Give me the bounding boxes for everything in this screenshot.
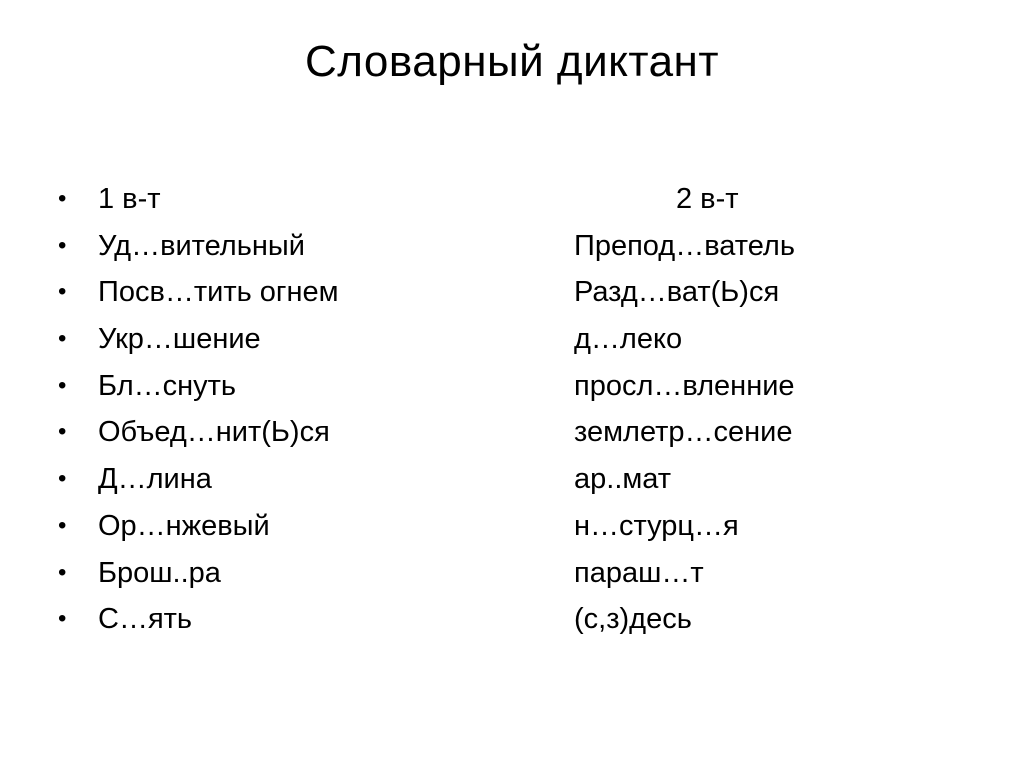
list-row [58, 223, 958, 270]
slide-title: Словарный диктант [304, 37, 720, 86]
variant-1-label: 1 в-т [98, 183, 161, 215]
list-row [58, 550, 958, 597]
list-row [58, 456, 958, 503]
variant-2-word: просл…вленние [574, 369, 795, 402]
variant-2-word: Препод…ватель [574, 229, 795, 262]
variant-2-word: параш…т [574, 556, 704, 589]
list-row-header [58, 176, 958, 223]
variant-1-word: Объед…нит(Ь)ся [98, 416, 330, 449]
bullet-icon: • [58, 231, 67, 259]
variant-2-word: (с,з)десь [574, 603, 692, 636]
list-row [58, 316, 958, 363]
bullet-icon: • [58, 325, 67, 353]
bullet-icon: • [58, 185, 67, 212]
variant-1-word: С…ять [98, 603, 193, 636]
list-row [58, 409, 958, 456]
variant-2-label: 2 в-т [676, 183, 739, 215]
variant-1-word: Посв…тить огнем [98, 276, 339, 309]
bullet-icon: • [58, 511, 67, 539]
variant-1-word: Уд…вительный [98, 229, 305, 262]
bullet-icon: • [58, 371, 67, 399]
variant-2-word: Разд…ват(Ь)ся [574, 276, 780, 309]
dictation-list [58, 176, 958, 643]
list-row [58, 596, 958, 643]
bullet-icon: • [58, 558, 67, 586]
variant-1-word: Укр…шение [98, 323, 261, 356]
variant-2-word: землетр…сение [574, 416, 793, 449]
variant-2-word: д…леко [574, 323, 683, 356]
list-row [58, 269, 958, 316]
list-row [58, 363, 958, 410]
variant-2-word: н…стурц…я [574, 509, 739, 542]
bullet-icon: • [58, 278, 67, 306]
bullet-icon: • [58, 605, 67, 633]
variant-1-word: Брош..ра [98, 556, 221, 589]
variant-2-word: ар..мат [574, 463, 672, 496]
variant-1-word: Д…лина [98, 463, 212, 496]
bullet-icon: • [58, 465, 67, 493]
bullet-icon: • [58, 418, 67, 446]
list-row [58, 503, 958, 550]
variant-1-word: Бл…снуть [98, 369, 237, 402]
variant-1-word: Ор…нжевый [98, 509, 270, 542]
